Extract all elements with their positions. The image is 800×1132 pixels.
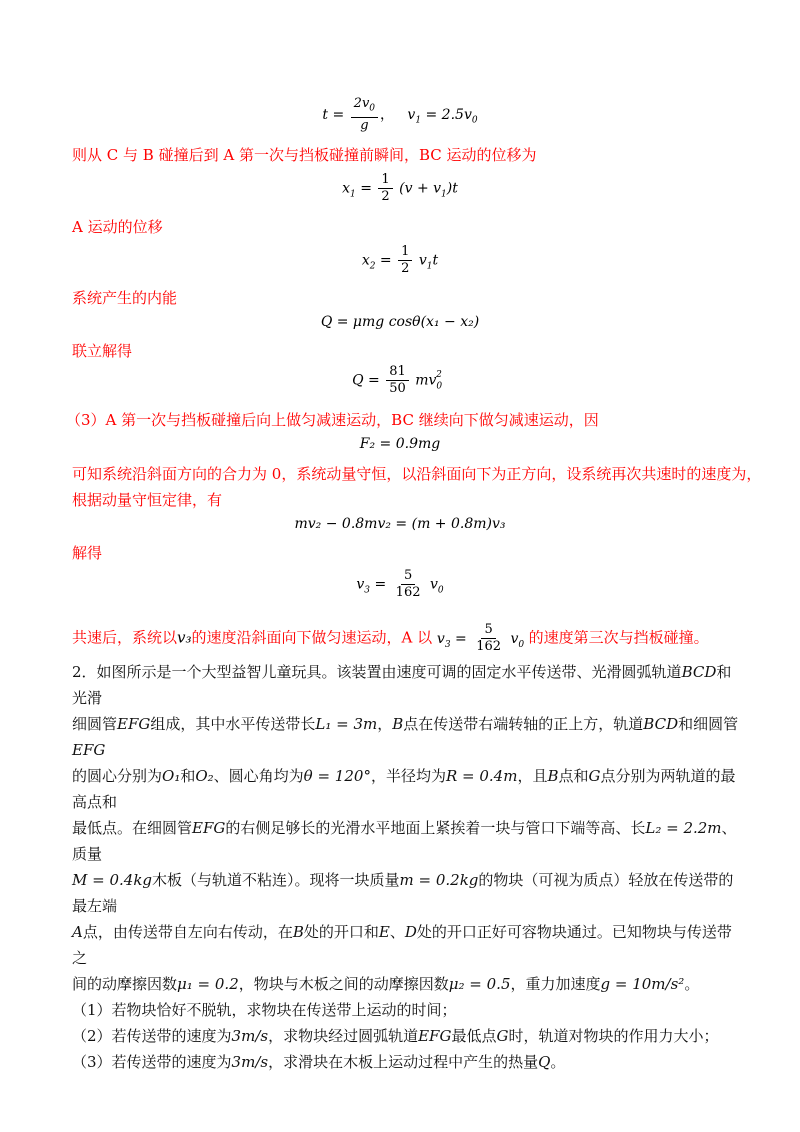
solution-line-8: 解得 (72, 544, 103, 562)
fraction: $\frac{2v_0}{g}$ (351, 96, 378, 134)
solution-line-3: 系统产生的内能 (72, 289, 178, 307)
question-2: （2）若传送带的速度为3m/s，求物块经过圆弧轨道EFG最低点G时，轨道对物块的作用力大小； (72, 1027, 719, 1045)
equation-momentum: mv₂ − 0.8mv₂ = (m + 0.8m)v₃ (294, 516, 506, 532)
equation-F2: F₂ = 0.9mg (359, 436, 441, 452)
question-1: （1）若物块恰好不脱轨，求物块在传送带上运动的时间； (72, 1001, 457, 1019)
solution-line-5: （3）A 第一次与挡板碰撞后向上做匀减速运动，BC 继续向下做匀减速运动，因 (66, 411, 599, 429)
problem-2-line-3: 的圆心分别为O₁和O₂、圆心角均为θ = 120°，半径均为R = 0.4m，且B点和G点分别为两轨道的最高点和 (72, 767, 736, 811)
equation-Q-result: Q = $\frac{81}{50}$ $mv_0^2$ (352, 364, 443, 396)
equation-t-v1: t = $\frac{2v_0}{g}$ ， $v_1 = 2.5v_0$ (322, 96, 478, 133)
solution-line-4: 联立解得 (72, 342, 133, 360)
equation-x1: $x_1$ = $\frac{1}{2}$ $(v + v_1)t$ (342, 172, 458, 204)
problem-2-line-6: A点，由传送带自左向右传动，在B处的开口和E、D处的开口正好可容物块通过。已知物块与传送带之 (72, 923, 732, 967)
solution-line-2: A 运动的位移 (72, 218, 163, 236)
equation-Q: Q = μmg cosθ(x₁ − x₂) (320, 314, 480, 330)
solution-line-1: 则从 C 与 B 碰撞后到 A 第一次与挡板碰撞前瞬间，BC 运动的位移为 (72, 146, 537, 164)
problem-2-line-5: M = 0.4kg木板（与轨道不粘连）。现将一块质量m = 0.2kg的物块（可视为质点）轻放在传送带的最左端 (72, 871, 734, 915)
equation-x2: $x_2$ = $\frac{1}{2}$ $v_1t$ (361, 244, 439, 276)
problem-2-line-4: 最低点。在细圆管EFG的右侧足够长的光滑水平地面上紧挨着一块与管口下端等高、长L₂ = 2.2m、质量 (72, 819, 737, 863)
equation-v3: $v_3$ = $\frac{5}{162}$ $v_0$ (356, 568, 444, 600)
solution-line-6: 可知系统沿斜面方向的合力为 0，系统动量守恒，以沿斜面向下为正方向，设系统再次共速时的速度为， (72, 465, 762, 483)
problem-2-line-2: 细圆管EFG组成，其中水平传送带长L₁ = 3m，B点在传送带右端转轴的正上方，轨道BCD和细圆管EFG (72, 715, 739, 759)
solution-line-7: 根据动量守恒定律，有 (72, 491, 223, 509)
question-3: （3）若传送带的速度为3m/s，求滑块在木板上运动过程中产生的热量Q。 (72, 1053, 566, 1071)
problem-2-line-7: 间的动摩擦因数μ₁ = 0.2，物块与木板之间的动摩擦因数μ₂ = 0.5，重力加速度g = 10m/s²。 (72, 975, 700, 993)
problem-2 (72, 659, 740, 1075)
inline-equation-v3: $v_3$ = $\frac{5}{162}$ $v_0$ (436, 622, 525, 654)
solution-line-9: 共速后，系统以v₃的速度沿斜面向下做匀速运动，A 以 $v_3$ = $\frac{5}{162}$ $v_0$ 的速度第三次与挡板碰撞。 (72, 622, 709, 654)
problem-2-line-1: 2．如图所示是一个大型益智儿童玩具。该装置由速度可调的固定水平传送带、光滑圆弧轨道BCD和光滑 (72, 663, 732, 707)
